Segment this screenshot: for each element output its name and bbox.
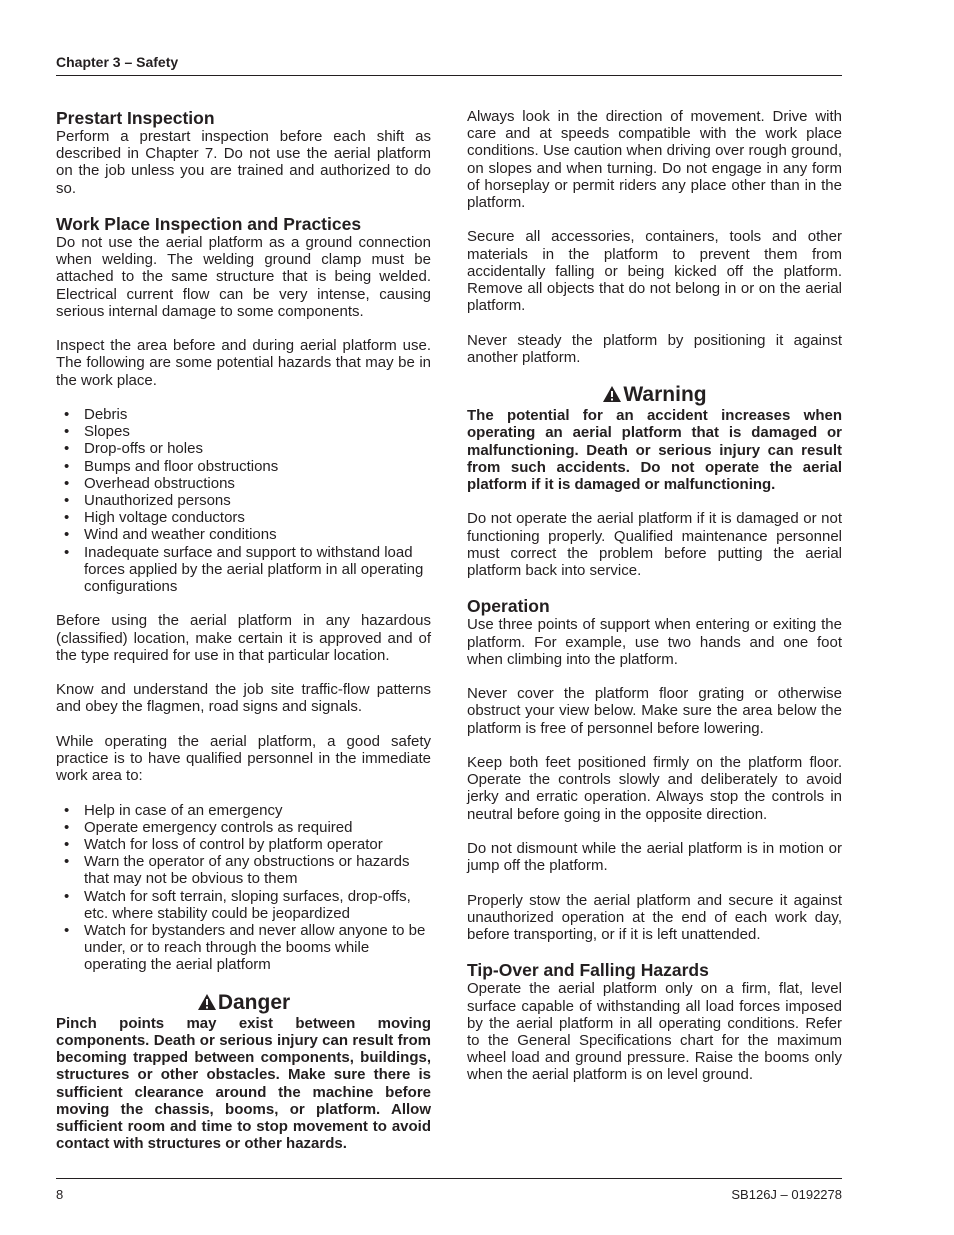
- warning-text: The potential for an accident increases when operating an aerial platform that is damaged or malfunctioning. Death or serious injury can result from such accidents. Do not operate the aerial platform if it is damaged or malfunctioning.: [467, 407, 842, 494]
- hazard-list: [56, 406, 431, 595]
- body-paragraph: Do not operate the aerial platform if it is damaged or not functioning properly. Qualified maintenance personnel must correct the problem before putting the aerial platform back into service.: [467, 510, 842, 580]
- prestart-heading: Prestart Inspection: [56, 108, 215, 128]
- warning-triangle-icon: [602, 385, 622, 403]
- workplace-paragraph: Inspect the area before and during aerial platform use. The following are some potential hazards that may be in the work place.: [56, 337, 431, 389]
- operation-paragraph: Do not dismount while the aerial platform is in motion or jump off the platform.: [467, 840, 842, 875]
- body-paragraph: Never steady the platform by positioning it against another platform.: [467, 331, 842, 366]
- header-rule: [56, 75, 842, 76]
- body-paragraph: Secure all accessories, containers, tools and other materials in the platform to prevent them from accidentally falling or being kicked off the platform. Remove all objects that do not belong in or on the aerial platform.: [467, 228, 842, 315]
- operation-paragraph: Keep both feet positioned firmly on the platform floor. Operate the controls slowly and deliberately to avoid jerky and erratic operation. Always stop the controls in neutral before going in the opposite direction.: [467, 754, 842, 823]
- document-code: SB126J – 0192278: [731, 1187, 842, 1202]
- body-paragraph: Always look in the direction of movement. Drive with care and at speeds compatible with the work place conditions. Use caution when driving over rough ground, on slopes and when turning. Do not engage in any form of horseplay or permit riders any place other than in the platform.: [467, 108, 842, 212]
- list-item: • Inadequate surface and support to withstand load forces applied by the aerial platform in all operating configurations: [56, 544, 431, 596]
- list-item: • Bumps and floor obstructions: [56, 458, 431, 475]
- warning-triangle-icon: [197, 993, 217, 1011]
- danger-title: [56, 991, 431, 1015]
- operation-paragraph: Never cover the platform floor grating or otherwise obstruct your view below. Make sure the area below the platform is free of personnel before lowering.: [467, 685, 842, 737]
- chapter-title: Chapter 3 – Safety: [56, 54, 179, 70]
- list-item: • Overhead obstructions: [56, 475, 431, 492]
- list-item: • Warn the operator of any obstructions or hazards that may not be obvious to them: [56, 853, 431, 887]
- danger-text: Pinch points may exist between moving components. Death or serious injury can result from becoming trapped between components, buildings, structures or other obstacles. Make sure there is sufficient clearance around the machine before moving the chassis, booms, or platform. Allow sufficient room and time to stop movement to avoid contact with structures or other hazards.: [56, 1014, 431, 1153]
- workplace-paragraph: While operating the aerial platform, a good safety practice is to have qualified personnel in the immediate work area to:: [56, 732, 431, 785]
- workplace-paragraph: Before using the aerial platform in any hazardous (classified) location, make certain it is approved and of the type required for use in that particular location.: [56, 612, 431, 664]
- warning-label: Warning: [623, 383, 707, 407]
- right-column: [467, 108, 842, 1084]
- list-item: • High voltage conductors: [56, 509, 431, 526]
- list-item: • Watch for soft terrain, sloping surfaces, drop-offs, etc. where stability could be jeopardized: [56, 888, 431, 922]
- left-column: [56, 108, 431, 1152]
- page-number: 8: [56, 1187, 64, 1202]
- list-item: • Watch for bystanders and never allow anyone to be under, or to reach through the booms while operating the aerial platform: [56, 922, 431, 974]
- list-item: • Slopes: [56, 423, 431, 440]
- workplace-paragraph: Know and understand the job site traffic-flow patterns and obey the flagmen, road signs and signals.: [56, 681, 431, 716]
- list-item: • Debris: [56, 406, 431, 423]
- list-item: • Wind and weather conditions: [56, 526, 431, 543]
- operation-heading: Operation: [467, 596, 550, 617]
- tipover-heading: Tip-Over and Falling Hazards: [467, 960, 709, 981]
- list-item: • Operate emergency controls as required: [56, 819, 431, 836]
- operation-paragraph: Use three points of support when entering or exiting the platform. For example, use two hands and one foot when climbing into the platform.: [467, 616, 842, 668]
- workplace-heading: Work Place Inspection and Practices: [56, 214, 362, 234]
- footer-rule: [56, 1178, 842, 1179]
- duties-list: [56, 802, 431, 974]
- list-item: • Watch for loss of control by platform operator: [56, 836, 431, 853]
- operation-paragraph: Properly stow the aerial platform and secure it against unauthorized operation at the end of each work day, before transporting, or if it is left unattended.: [467, 891, 842, 943]
- list-item: • Unauthorized persons: [56, 492, 431, 509]
- tipover-text: Operate the aerial platform only on a firm, flat, level surface capable of withstanding all load forces imposed by the aerial platform in all operating conditions. Refer to the General Specifications chart for the maximum wheel load and ground pressure. Raise the booms only when the aerial platform is on level ground.: [467, 980, 842, 1084]
- list-item: • Help in case of an emergency: [56, 802, 431, 819]
- list-item: • Drop-offs or holes: [56, 440, 431, 457]
- workplace-paragraph: Do not use the aerial platform as a ground connection when welding. The welding ground clamp must be attached to the same structure that is being welded. Electrical current flow can be very intense, causing serious internal damage to some components.: [56, 234, 431, 320]
- prestart-text: Perform a prestart inspection before each shift as described in Chapter 7. Do not use the aerial platform on the job unless you are trained and authorized to do so.: [56, 128, 431, 197]
- danger-label: Danger: [217, 990, 291, 1014]
- warning-title: [467, 383, 842, 407]
